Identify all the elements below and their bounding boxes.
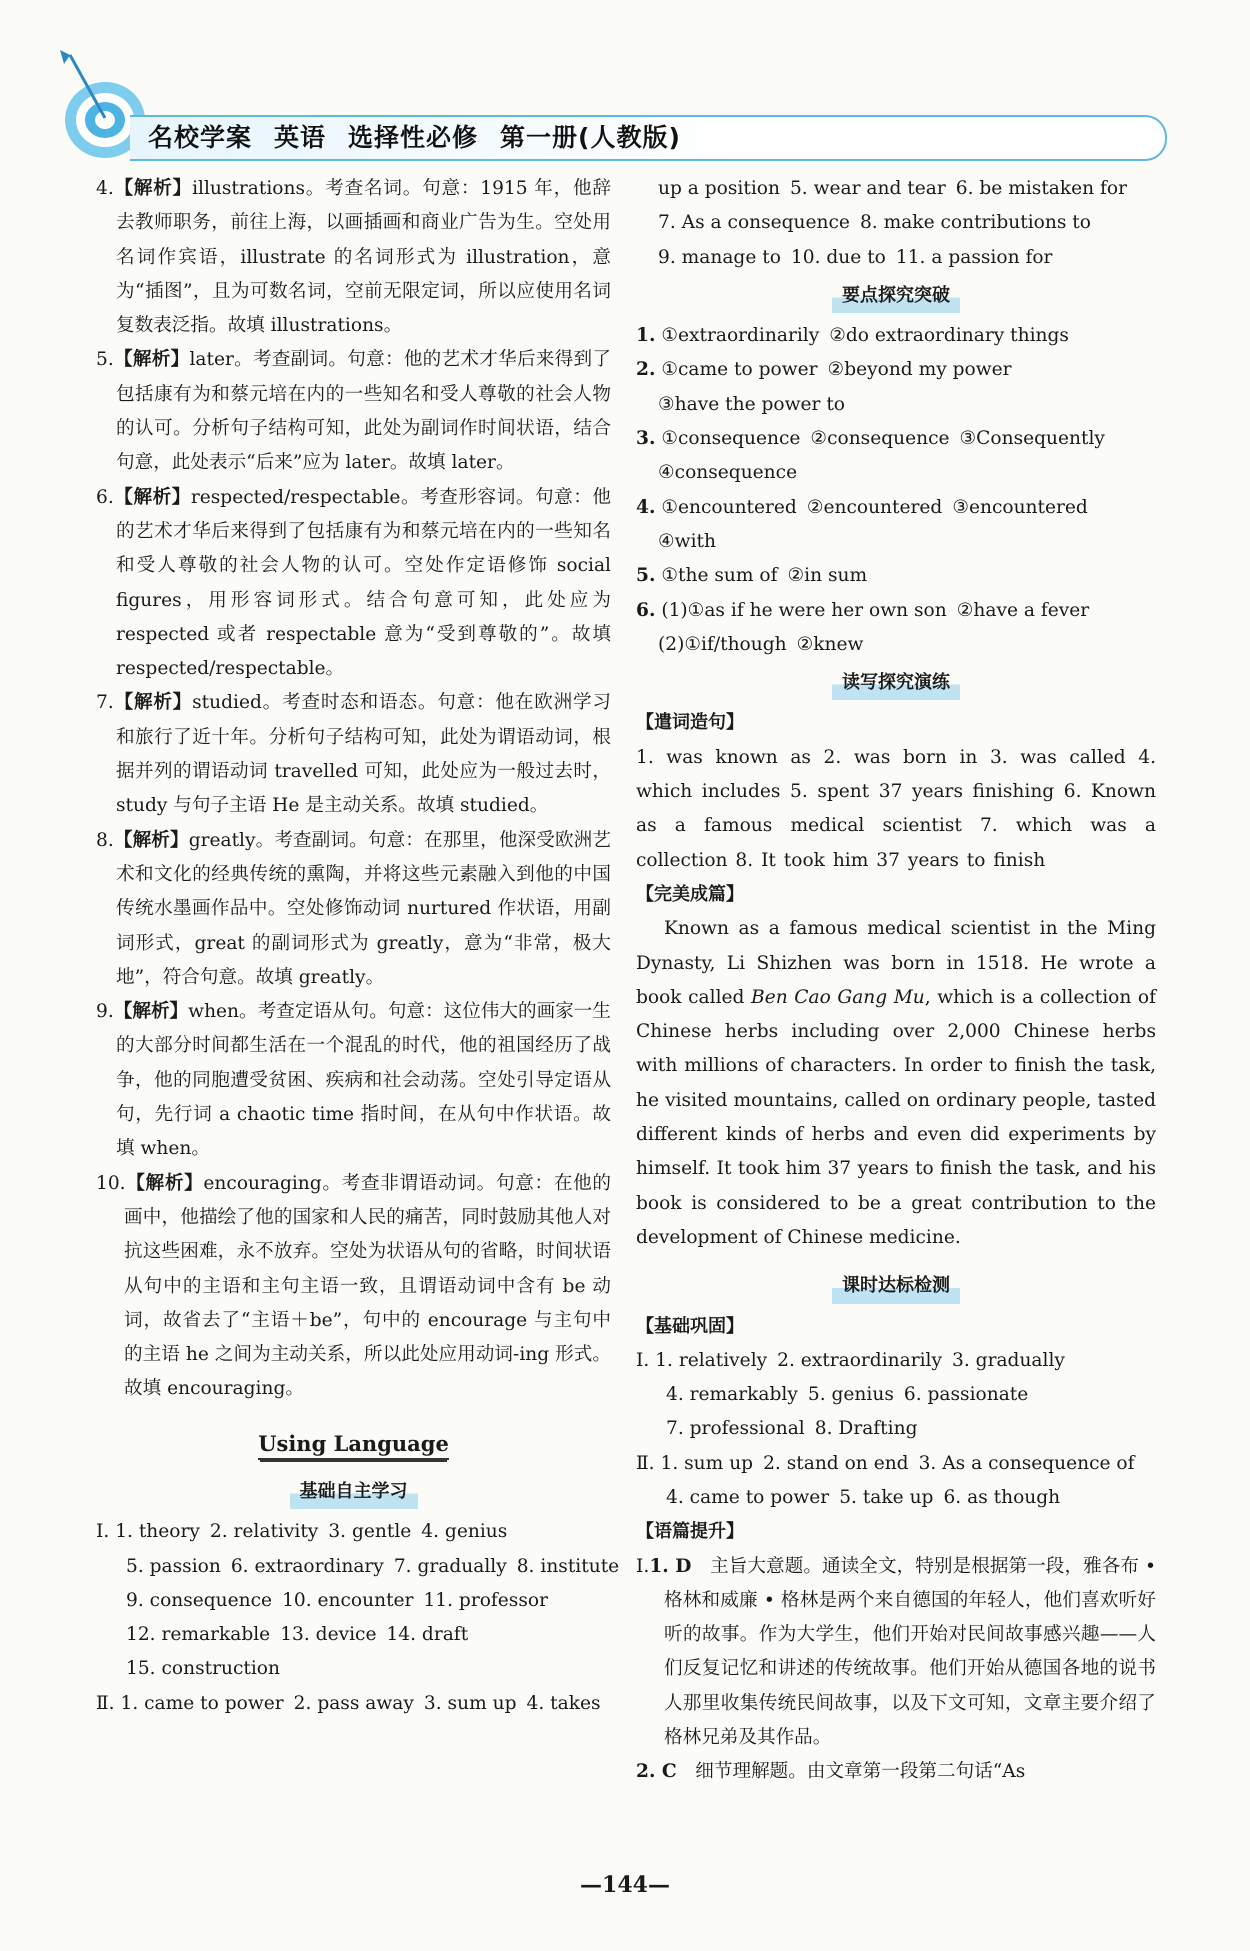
page-number: —144— xyxy=(580,1872,670,1898)
page-header xyxy=(0,0,1250,170)
key-point-5: 5. ①the sum of ②in sum xyxy=(636,565,868,587)
list-row: 15. construction xyxy=(126,1658,280,1680)
key-points-heading: 要点探究突破 xyxy=(636,279,1156,313)
list-row: up a position 5. wear and tear 6. be mistaken for xyxy=(658,178,1128,199)
list-row: 5. passion 6. extraordinary 7. gradually 8. institute xyxy=(126,1555,620,1577)
list-row: Ⅱ. 1. sum up 2. stand on end 3. As a consequence of xyxy=(636,1452,1135,1474)
list-row: (2)①if/though ②knew xyxy=(658,633,864,655)
test-heading: 课时达标检测 xyxy=(636,1269,1156,1303)
answer-item-5: 5.【解析】later。考查副词。句意：他的艺术才华后来得到了包括康有为和蔡元培在内的一些知名和受人尊敬的社会人物的认可。分析句子结构可知，此处为副词作时间状语，结合句意，此处表示“后来”应为 later。故填 later。 xyxy=(96,349,611,474)
key-point-2: 2. ①came to power ②beyond my power xyxy=(636,359,1012,381)
answer-item-10: 10.【解析】encouraging。考查非谓语动词。句意：在他的画中，他描绘了他的国家和人民的痛苦，同时鼓励其他人对抗这些困难，永不放弃。空处为状语从句的省略，时间状语从句中的主语和主句主语一致，且谓语动词中含有 be 动词，故省去了“主语＋be”，句中的 encourage 与主句中的主语 he 之间为主动关系，所以此处应用动词-ing 形式。故填 encouraging。 xyxy=(96,1172,611,1400)
using-language-heading: Using Language xyxy=(96,1427,611,1461)
book-title: 名校学案 英语 选择性必修 第一册(人教版) xyxy=(148,123,681,152)
sentence-making-answers: 1. was known as 2. was born in 3. was called 4. which includes 5. spent 37 years finishing 6. Known as a famous medical scientist 7. which was a collection 8. It took him 37 years to finish xyxy=(636,746,1156,871)
reading-writing-heading: 读写探究演练 xyxy=(636,666,1156,700)
list-row: Ⅰ. 1. relatively 2. extraordinarily 3. gradually xyxy=(636,1349,1065,1371)
passage-title: 【语篇提升】 xyxy=(636,1521,744,1543)
list-row: 9. manage to 10. due to 11. a passion for xyxy=(658,246,1053,268)
left-column xyxy=(96,172,620,1721)
list-row: 4. remarkably 5. genius 6. passionate xyxy=(666,1384,1029,1406)
key-point-4: 4. ①encountered ②encountered ③encountered xyxy=(636,496,1088,518)
answer-item-7: 7.【解析】studied。考查时态和语态。句意：他在欧洲学习和旅行了近十年。分析句子结构可知，此处为谓语动词，根据并列的谓语动词 travelled 可知，此处应为一般过去时，study 与句子主语 He 是主动关系。故填 studied。 xyxy=(96,692,611,817)
answer-item-9: 9.【解析】when。考查定语从句。句意：这位伟大的画家一生的大部分时间都生活在一个混乱的时代，他的祖国经历了战争，他的同胞遭受贫困、疾病和社会动荡。空处引导定语从句，先行词 a chaotic time 指时间，在从句中作状语。故填 when。 xyxy=(96,1001,611,1160)
list-row: 4. came to power 5. take up 6. as though xyxy=(666,1486,1061,1508)
list-row: Ⅰ. 1. theory 2. relativity 3. gentle 4. genius xyxy=(96,1521,508,1543)
sentence-making-title: 【遣词造句】 xyxy=(636,712,744,734)
key-point-3: 3. ①consequence ②consequence ③Consequently xyxy=(636,428,1105,450)
passage-answer-1: Ⅰ.1. D 主旨大意题。通读全文，特别是根据第一段，雅各布 • 格林和威廉 • 格林是两个来自德国的年轻人，他们喜欢听好听的故事。作为大学生，他们开始对民间故事感兴趣——人们反复记忆和讲述的传统故事。他们开始从德国各地的说书人那里收集传统民间故事，以及下文可知，文章主要介绍了格林兄弟及其作品。 xyxy=(636,1555,1156,1749)
list-row: Ⅱ. 1. came to power 2. pass away 3. sum up 4. takes xyxy=(96,1692,601,1714)
key-point-1: 1. ①extraordinarily ②do extraordinary things xyxy=(636,325,1069,347)
answer-item-6: 6.【解析】respected/respectable。考查形容词。句意：他的艺术才华后来得到了包括康有为和蔡元培在内的一些知名和受人尊敬的社会人物的认可。空处作定语修饰 social figures，用形容词形式。结合句意可知，此处应为 respected 或者 respectable 意为“受到尊敬的”。故填 respected/respectable。 xyxy=(96,486,611,680)
essay-body: Known as a famous medical scientist in the Ming Dynasty, Li Shizhen was born in 1518. He wrote a book called Ben Cao Gang Mu, which is a collection of Chinese herbs including over 2,000 Chinese herbs with millions of characters. In order to finish the task, he visited mountains, called on ordinary people, tasted different kinds of herbs and even did experiments by himself. It took him 37 years to finish the task, and his book is considered to be a great contribution to the development of Chinese medicine. xyxy=(636,918,1156,1248)
list-row: ④with xyxy=(658,530,716,552)
basic-title: 【基础巩固】 xyxy=(636,1315,744,1337)
list-row: 7. professional 8. Drafting xyxy=(666,1418,918,1440)
key-point-6: 6. (1)①as if he were her own son ②have a fever xyxy=(636,599,1090,621)
answer-item-4: 4.【解析】illustrations。考查名词。句意：1915 年，他辞去教师职务，前往上海，以画插画和商业广告为生。空处用名词作宾语，illustrate 的名词形式为 illustration，意为“插图”，且为可数名词，空前无限定词，所以应使用名词复数表泛指。故填 illustrations。 xyxy=(96,178,611,337)
list-row: 9. consequence 10. encounter 11. professor xyxy=(126,1589,548,1611)
right-column xyxy=(636,172,1156,1790)
passage-answer-2: 2. C 细节理解题。由文章第一段第二句话“As xyxy=(636,1761,1026,1783)
list-row: 12. remarkable 13. device 14. draft xyxy=(126,1624,469,1646)
answer-item-8: 8.【解析】greatly。考查副词。句意：在那里，他深受欧洲艺术和文化的经典传统的熏陶，并将这些元素融入到他的中国传统水墨画作品中。空处修饰动词 nurtured 作状语，用副词形式，great 的副词形式为 greatly，意为“非常，极大地”，符合句意。故填 greatly。 xyxy=(96,829,611,988)
list-row: 7. As a consequence 8. make contributions to xyxy=(658,212,1091,234)
essay-title: 【完美成篇】 xyxy=(636,883,744,905)
part1-list xyxy=(96,1515,620,1721)
list-row: ③have the power to xyxy=(658,393,845,415)
self-study-heading: 基础自主学习 xyxy=(96,1475,611,1509)
list-row: ④consequence xyxy=(658,462,798,484)
